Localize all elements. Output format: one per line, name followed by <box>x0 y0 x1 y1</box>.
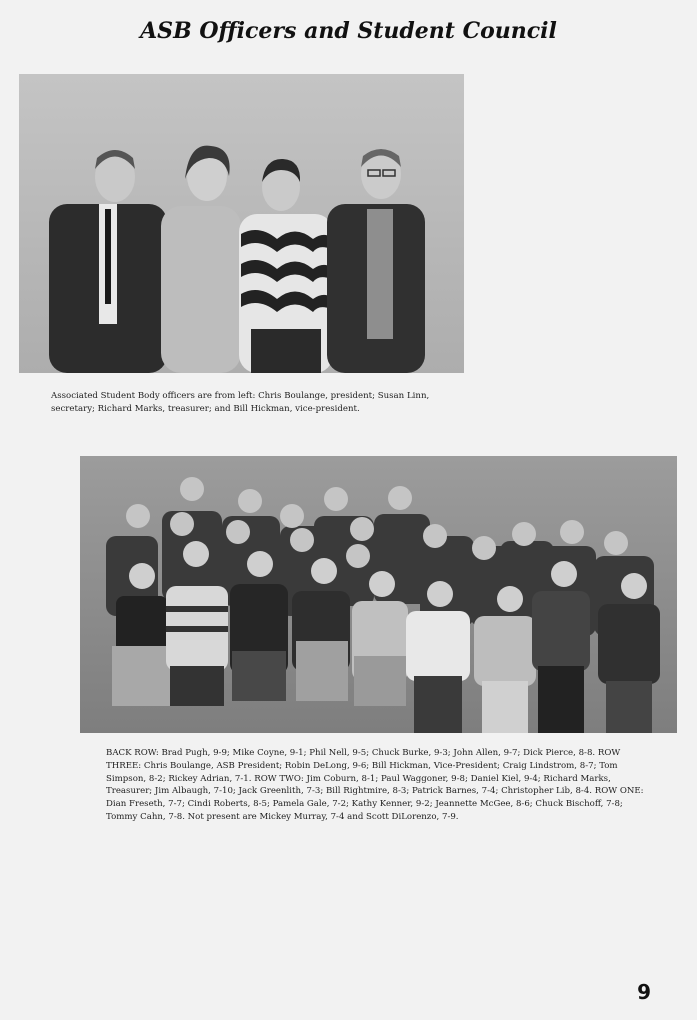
council-photo <box>80 456 677 733</box>
officers-caption: Associated Student Body officers are from left: Chris Boulange, president; Susan Linn, secretary; Richard Marks, treasurer; and Bill Hickman, vice-president. <box>51 391 430 414</box>
officers-photo <box>19 74 464 373</box>
council-photo-image <box>80 456 677 733</box>
page-title: ASB Officers and Student Council <box>140 18 557 44</box>
officers-photo-image <box>19 74 464 373</box>
council-caption: BACK ROW: Brad Pugh, 9-9; Mike Coyne, 9-1; Phil Nell, 9-5; Chuck Burke, 9-3; John Allen, 9-7; Dick Pierce, 8-8. ROW THREE: Chris Boulange, ASB President; Robin DeLong, 9-6; Bill Hickman, Vice-President; Craig Lindstrom, 8-7; Tom Simpson, 8-2; Rickey Adrian, 7-1. ROW TWO: Jim Coburn, 8-1; Paul Waggoner, 9-8; Daniel Kiel, 9-4; Richard Marks, Treasurer; Jim Albaugh, 7-10; Jack Greenlith, 7-3; Bill Rightmire, 8-3; Patrick Barnes, 7-4; Christopher Lib, 8-4. ROW ONE: Dian Freseth, 7-7; Cindi Roberts, 8-5; Pamela Gale, 7-2; Kathy Kenner, 9-2; Jeannette McGee, 8-6; Chuck Bischoff, 7-8; Tommy Cahn, 7-8. Not present are Mickey Murray, 7-4 and Scott DiLorenzo, 7-9. <box>106 748 644 822</box>
page-number: 9 <box>637 980 651 1004</box>
